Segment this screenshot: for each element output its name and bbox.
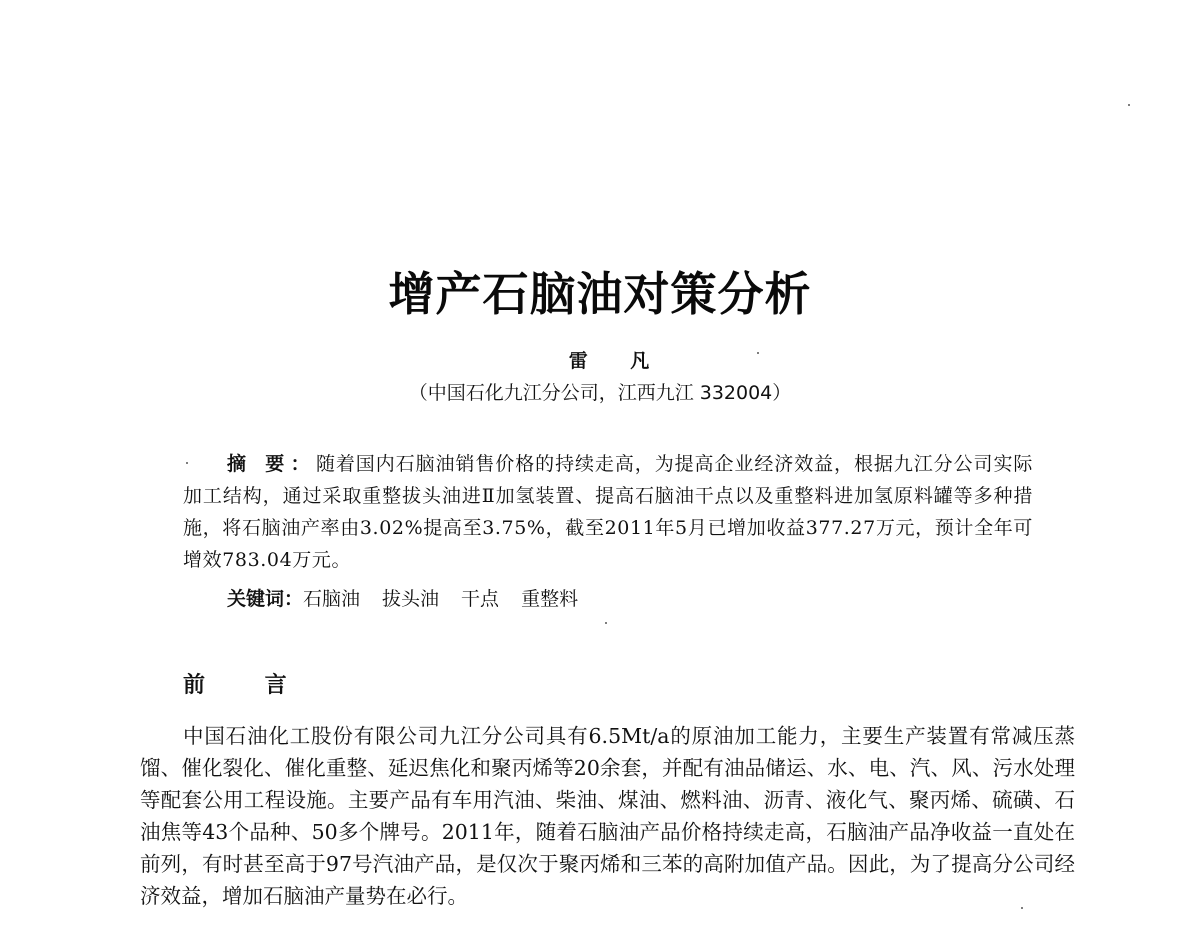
keywords-label: 关键词： bbox=[227, 588, 304, 610]
keyword-item: 石脑油 bbox=[303, 588, 361, 610]
abstract-block bbox=[183, 448, 1033, 576]
scan-speck bbox=[1021, 907, 1023, 909]
author-name: 雷 凡 bbox=[568, 350, 668, 372]
abstract-text: 随着国内石脑油销售价格的持续走高，为提高企业经济效益，根据九江分公司实际加工结构，通过采取重整拔头油进Ⅱ加氢装置、提高石脑油干点以及重整料进加氢原料罐等多种措施，将石脑油产率由3.02%提高至3.75%，截至2011年5月已增加收益377.27万元，预计全年可增效783.04万元。 bbox=[183, 453, 1033, 571]
keyword-item: 拔头油 bbox=[382, 588, 440, 610]
keyword-item: 重整料 bbox=[521, 588, 579, 610]
scan-speck bbox=[1128, 104, 1130, 106]
section-heading: 前 言 bbox=[183, 673, 313, 698]
author-affiliation: （中国石化九江分公司，江西九江 332004） bbox=[408, 382, 792, 404]
scan-speck bbox=[757, 352, 759, 354]
scan-speck bbox=[186, 462, 188, 464]
paper-title: 增产石脑油对策分析 bbox=[388, 267, 812, 321]
keyword-item: 干点 bbox=[461, 588, 500, 610]
keywords-block bbox=[227, 584, 600, 611]
intro-paragraph: 中国石油化工股份有限公司九江分公司具有6.5Mt/a的原油加工能力，主要生产装置有常减压蒸馏、催化裂化、催化重整、延迟焦化和聚丙烯等20余套，并配有油品储运、水、电、汽、风、污水处理等配套公用工程设施。主要产品有车用汽油、柴油、煤油、燃料油、沥青、液化气、聚丙烯、硫磺、石油焦等43个品种、50多个牌号。2011年，随着石脑油产品价格持续走高，石脑油产品净收益一直处在前列，有时甚至高于97号汽油产品，是仅次于聚丙烯和三苯的高附加值产品。因此，为了提高分公司经济效益，增加石脑油产量势在必行。 bbox=[140, 724, 1075, 908]
scan-speck bbox=[605, 622, 607, 624]
abstract-label: 摘 要： bbox=[227, 453, 316, 475]
